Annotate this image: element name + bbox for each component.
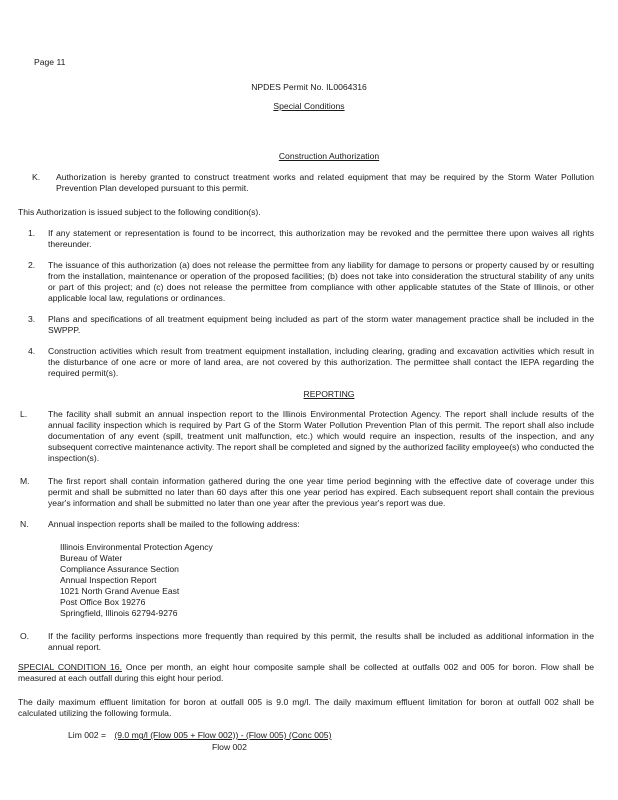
special-condition-16-text: Once per month, an eight hour composite sample shall be collected at outfalls 002 and 005 for boron. Flow shall be measured at each outfall during this eight hour period. (18, 662, 595, 683)
address-line: Post Office Box 19276 (60, 597, 146, 607)
address-line: Bureau of Water (60, 553, 123, 563)
reporting-item-label: N. (20, 519, 29, 529)
address-line: Annual Inspection Report (60, 575, 157, 585)
reporting-item-text: The first report shall contain information gathered during the one year time period beginning with the effective date of coverage under this permit and shall be submitted no later than 60 days after this one year period has expired. Each subsequent report shall contain the previous year's information and shall be submitted no later than one year after the previous year's report was due. (48, 476, 594, 508)
reporting-item-text: Annual inspection reports shall be mailed to the following address: (48, 519, 300, 529)
special-condition-16-label: SPECIAL CONDITION 16. (18, 662, 122, 672)
condition-k-label: K. (32, 172, 41, 182)
formula-numerator: (9.0 mg/l (Flow 005 + Flow 002)) - (Flow 005) (Conc 005) (114, 730, 332, 740)
permit-number: NPDES Permit No. IL0064316 (251, 82, 367, 92)
auth-condition-label: 3. (28, 314, 36, 324)
formula-denominator: Flow 002 (212, 742, 247, 752)
auth-condition-label: 4. (28, 346, 36, 356)
special-condition-16 (18, 662, 594, 684)
auth-condition-label: 1. (28, 228, 36, 238)
auth-condition-text: If any statement or representation is found to be incorrect, this authorization may be revoked and the permittee there upon waives all rights thereunder. (48, 228, 594, 249)
auth-condition-text: Construction activities which result from treatment equipment installation, including clearing, grading and excavation activities which result in the disturbance of one acre or more of land area, are not covered by this authorization. The permittee shall contact the IEPA regarding the required permit(s). (48, 346, 594, 378)
reporting-item-label: L. (20, 409, 28, 419)
reporting-item-text: If the facility performs inspections more frequently than required by this permit, the results shall be included as additional information in the annual report. (48, 631, 594, 652)
address-line: Springfield, Illinois 62794-9276 (60, 608, 178, 618)
page-number: Page 11 (34, 57, 66, 67)
boron-formula (68, 730, 331, 741)
reporting-item-text: The facility shall submit an annual inspection report to the Illinois Environmental Protection Agency. The report shall include results of the annual facility inspection which is required by Part G of the Storm Water Pollution Prevention Plan of this permit. The report shall also include documentation of any event (spill, treatment unit malfunction, etc.) which would require an inspection, results of the inspection, and any subsequent corrective maintenance activity. The report shall be completed and signed by the authorized facility employee(s) who conducted the inspection(s). (48, 409, 594, 463)
reporting-item-label: O. (20, 631, 30, 641)
auth-condition-label: 2. (28, 260, 36, 270)
construction-heading: Construction Authorization (278, 151, 380, 161)
authorization-intro: This Authorization is issued subject to the following condition(s). (18, 207, 261, 217)
condition-k-text: Authorization is hereby granted to construct treatment works and related equipment that may be required by the Storm Water Pollution Prevention Plan developed pursuant to this permit. (56, 172, 594, 193)
section-title: Special Conditions (273, 101, 345, 111)
auth-condition-text: The issuance of this authorization (a) does not release the permittee from any liability for damage to persons or property caused by or resulting from the installation, maintenance or operation of the proposed facilities; (b) does not take into consideration the structural stability of any units or part of this project; and (c) does not release the permittee from compliance with other applicable statutes of the State of Illinois, or other applicable local law, regulations or ordinances. (48, 260, 594, 303)
boron-limit-paragraph: The daily maximum effluent limitation for boron at outfall 005 is 9.0 mg/l. The daily maximum effluent limitation for boron at outfall 002 shall be calculated utilizing the following formula. (18, 697, 594, 718)
formula-prefix: Lim 002 = (68, 730, 106, 740)
address-line: Illinois Environmental Protection Agency (60, 542, 213, 552)
auth-condition-text: Plans and specifications of all treatment equipment being included as part of the storm water management practice shall be included in the SWPPP. (48, 314, 594, 335)
reporting-item-label: M. (20, 476, 30, 486)
mailing-address (60, 542, 213, 619)
address-line: 1021 North Grand Avenue East (60, 586, 180, 596)
reporting-heading: REPORTING (303, 389, 355, 399)
address-line: Compliance Assurance Section (60, 564, 179, 574)
